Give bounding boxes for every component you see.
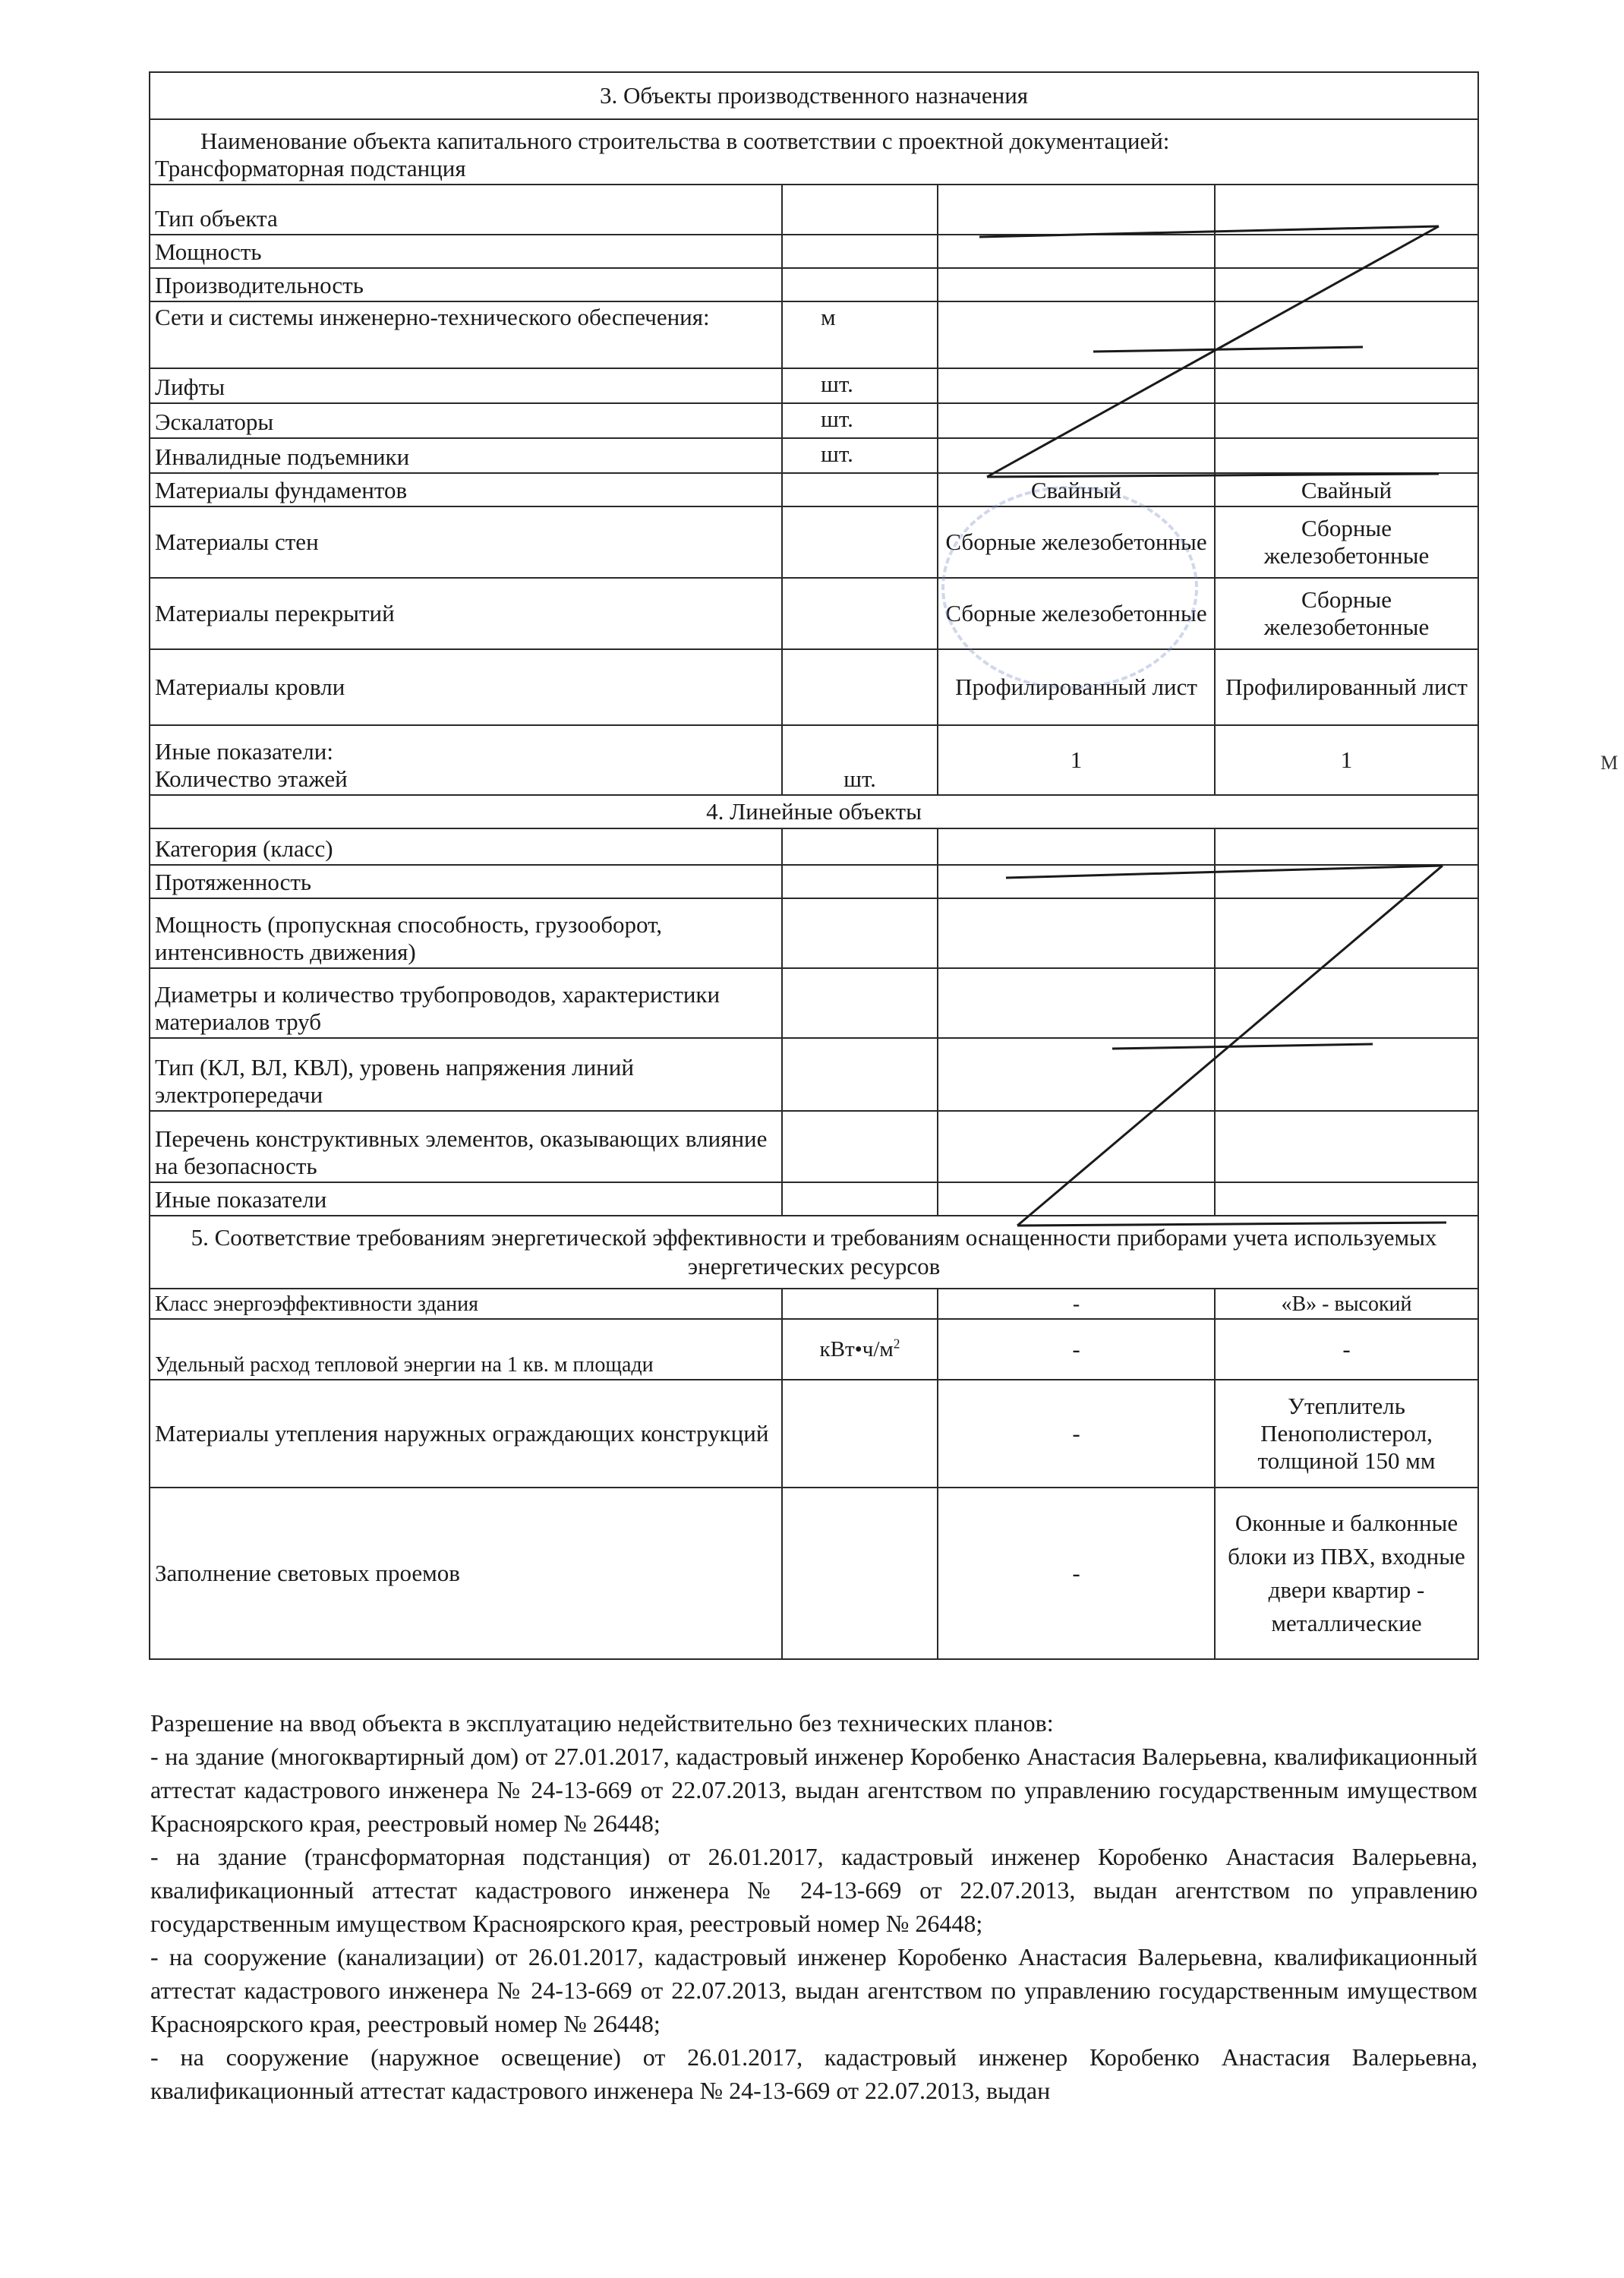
floors-label: Количество этажей bbox=[155, 765, 348, 792]
floors-label-cell bbox=[150, 725, 782, 795]
row-unit bbox=[782, 268, 938, 301]
row-unit bbox=[782, 185, 938, 235]
row-project: Свайный bbox=[938, 473, 1215, 506]
row-unit bbox=[782, 235, 938, 268]
row-unit bbox=[782, 506, 938, 578]
floors-unit: шт. bbox=[782, 725, 938, 795]
linear-row-unit bbox=[782, 1111, 938, 1182]
linear-row-label: Тип (КЛ, ВЛ, КВЛ), уровень напряжения линий электропередачи bbox=[150, 1038, 782, 1111]
energy-class-fact: «В» - высокий bbox=[1215, 1289, 1478, 1319]
row-fact bbox=[1215, 403, 1478, 438]
linear-row-fact bbox=[1215, 898, 1478, 968]
row-label: Материалы кровли bbox=[150, 649, 782, 725]
heat-project: - bbox=[938, 1319, 1215, 1380]
row-project bbox=[938, 235, 1215, 268]
technical-plans-notes bbox=[150, 1706, 1477, 2107]
indicators-table bbox=[149, 71, 1479, 1660]
row-project bbox=[938, 438, 1215, 473]
energy-class-label: Класс энергоэффективности здания bbox=[150, 1289, 782, 1319]
row-fact bbox=[1215, 368, 1478, 403]
linear-row-label: Мощность (пропускная способность, грузооборот, интенсивность движения) bbox=[150, 898, 782, 968]
linear-row-project bbox=[938, 1182, 1215, 1216]
heat-fact: - bbox=[1215, 1319, 1478, 1380]
row-project: Сборные железобетонные bbox=[938, 578, 1215, 649]
linear-row-label: Протяженность bbox=[150, 865, 782, 898]
linear-row-unit bbox=[782, 968, 938, 1038]
row-unit bbox=[782, 649, 938, 725]
row-project bbox=[938, 301, 1215, 368]
linear-row-project bbox=[938, 1111, 1215, 1182]
linear-row-unit bbox=[782, 1182, 938, 1216]
linear-row-label: Иные показатели bbox=[150, 1182, 782, 1216]
row-label: Лифты bbox=[150, 368, 782, 403]
linear-row-fact bbox=[1215, 865, 1478, 898]
row-label: Тип объекта bbox=[150, 185, 782, 235]
heat-unit-sup: 2 bbox=[893, 1335, 900, 1351]
linear-row-label: Диаметры и количество трубопроводов, характеристики материалов труб bbox=[150, 968, 782, 1038]
row-unit bbox=[782, 578, 938, 649]
row-unit: м bbox=[782, 301, 938, 368]
section3-object-name bbox=[150, 119, 1478, 185]
note-item: - на здание (трансформаторная подстанция) от 26.01.2017, кадастровый инженер Коробенко Анастасия Валерьевна, квалификационный аттестат кадастрового инженера № 24-13-669 от 22.07.2013, выдан агентством по управлению государственным имуществом Красноярского края, реестровый номер № 26448; bbox=[150, 1843, 1477, 1937]
section4-title: 4. Линейные объекты bbox=[150, 795, 1478, 828]
row-unit: шт. bbox=[782, 403, 938, 438]
row-label: Эскалаторы bbox=[150, 403, 782, 438]
insulation-fact: Утеплитель Пенополистерол, толщиной 150 мм bbox=[1215, 1380, 1478, 1488]
windows-fact: Оконные и балконные блоки из ПВХ, входные двери квартир - металлические bbox=[1215, 1488, 1478, 1659]
row-unit: шт. bbox=[782, 438, 938, 473]
row-fact bbox=[1215, 438, 1478, 473]
note-item: - на сооружение (наружное освещение) от 26.01.2017, кадастровый инженер Коробенко Анастасия Валерьевна, квалификационный аттестат кадастрового инженера № 24-13-669 от 22.07.2013, выдан bbox=[150, 2043, 1477, 2104]
section5-title: 5. Соответствие требованиям энергетической эффективности и требованиям оснащенности приборами учета используемых энергетических ресурсов bbox=[150, 1216, 1478, 1289]
windows-project: - bbox=[938, 1488, 1215, 1659]
insulation-project: - bbox=[938, 1380, 1215, 1488]
row-project bbox=[938, 185, 1215, 235]
linear-row-unit bbox=[782, 865, 938, 898]
linear-row-label: Перечень конструктивных элементов, оказывающих влияние на безопасность bbox=[150, 1111, 782, 1182]
linear-row-fact bbox=[1215, 1038, 1478, 1111]
row-label: Производительность bbox=[150, 268, 782, 301]
linear-row-unit bbox=[782, 898, 938, 968]
row-project bbox=[938, 368, 1215, 403]
heat-unit-cell bbox=[782, 1319, 938, 1380]
insulation-label: Материалы утепления наружных ограждающих конструкций bbox=[150, 1380, 782, 1488]
row-unit bbox=[782, 473, 938, 506]
notes-intro: Разрешение на ввод объекта в эксплуатацию недействительно без технических планов: bbox=[150, 1709, 1054, 1737]
linear-row-project bbox=[938, 1038, 1215, 1111]
heat-unit: кВт•ч/м bbox=[819, 1336, 894, 1361]
windows-label: Заполнение световых проемов bbox=[150, 1488, 782, 1659]
linear-row-project bbox=[938, 968, 1215, 1038]
margin-mark: М bbox=[1600, 752, 1619, 774]
linear-row-project bbox=[938, 898, 1215, 968]
row-unit: шт. bbox=[782, 368, 938, 403]
insulation-unit bbox=[782, 1380, 938, 1488]
linear-row-label: Категория (класс) bbox=[150, 828, 782, 865]
linear-row-fact bbox=[1215, 968, 1478, 1038]
row-fact: Сборные железобетонные bbox=[1215, 578, 1478, 649]
linear-row-project bbox=[938, 828, 1215, 865]
row-fact bbox=[1215, 235, 1478, 268]
energy-class-unit bbox=[782, 1289, 938, 1319]
row-label: Инвалидные подъемники bbox=[150, 438, 782, 473]
floors-fact: 1 bbox=[1215, 725, 1478, 795]
heat-label: Удельный расход тепловой энергии на 1 кв. м площади bbox=[150, 1319, 782, 1380]
note-item: - на сооружение (канализации) от 26.01.2017, кадастровый инженер Коробенко Анастасия Валерьевна, квалификационный аттестат кадастрового инженера № 24-13-669 от 22.07.2013, выдан агентством по управлению государственным имуществом Красноярского края, реестровый номер № 26448; bbox=[150, 1943, 1477, 2037]
object-name-label: Наименование объекта капитального строительства в соответствии с проектной документацией: bbox=[200, 128, 1170, 154]
row-fact: Свайный bbox=[1215, 473, 1478, 506]
linear-row-fact bbox=[1215, 828, 1478, 865]
row-project bbox=[938, 268, 1215, 301]
linear-row-unit bbox=[782, 1038, 938, 1111]
row-fact bbox=[1215, 301, 1478, 368]
note-item: - на здание (многоквартирный дом) от 27.01.2017, кадастровый инженер Коробенко Анастасия Валерьевна, квалификационный аттестат кадастрового инженера № 24-13-669 от 22.07.2013, выдан агентством по управлению государственным имуществом Красноярского края, реестровый номер № 26448; bbox=[150, 1743, 1477, 1837]
other-indicators-label: Иные показатели: bbox=[155, 738, 333, 765]
row-project: Сборные железобетонные bbox=[938, 506, 1215, 578]
floors-project: 1 bbox=[938, 725, 1215, 795]
section3-title: 3. Объекты производственного назначения bbox=[150, 72, 1478, 119]
row-label: Мощность bbox=[150, 235, 782, 268]
row-label: Сети и системы инженерно-технического обеспечения: bbox=[150, 301, 782, 368]
row-fact: Сборные железобетонные bbox=[1215, 506, 1478, 578]
row-fact: Профилированный лист bbox=[1215, 649, 1478, 725]
row-fact bbox=[1215, 268, 1478, 301]
row-project: Профилированный лист bbox=[938, 649, 1215, 725]
linear-row-fact bbox=[1215, 1182, 1478, 1216]
row-label: Материалы фундаментов bbox=[150, 473, 782, 506]
row-label: Материалы стен bbox=[150, 506, 782, 578]
row-project bbox=[938, 403, 1215, 438]
linear-row-fact bbox=[1215, 1111, 1478, 1182]
row-fact bbox=[1215, 185, 1478, 235]
linear-row-project bbox=[938, 865, 1215, 898]
energy-class-project: - bbox=[938, 1289, 1215, 1319]
linear-row-unit bbox=[782, 828, 938, 865]
row-label: Материалы перекрытий bbox=[150, 578, 782, 649]
object-name-value: Трансформаторная подстанция bbox=[155, 155, 466, 181]
windows-unit bbox=[782, 1488, 938, 1659]
